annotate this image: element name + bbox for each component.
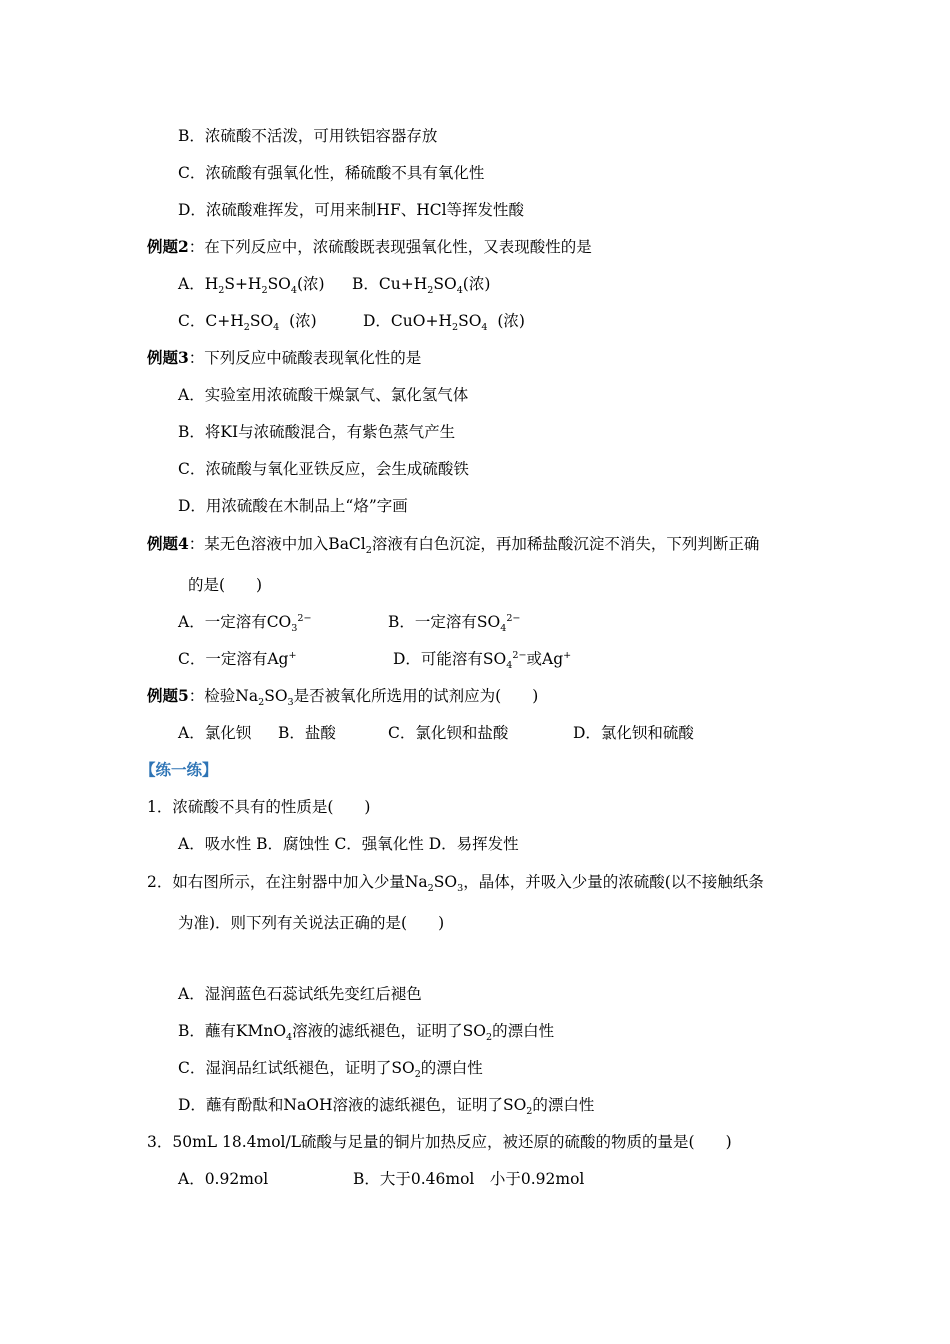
practice-title: 【练一练】 bbox=[140, 760, 218, 779]
practice-3-option-b: B．大于0.46mol 小于0.92mol bbox=[353, 1170, 585, 1188]
practice-2-option-a: A．湿润蓝色石蕊试纸先变红后褪色 bbox=[178, 985, 422, 1003]
example-2-option-b: B．$Cu+H_2SO_4$(浓) bbox=[352, 275, 491, 297]
q1-option-d: D．浓硫酸难挥发，可用来制HF、HCl等挥发性酸 bbox=[178, 201, 525, 219]
example-4-stem: 例题4：某无色溶液中加入BaCl$_2$溶液有白色沉淀，再加稀盐酸沉淀不消失，下列判断正确 bbox=[147, 534, 760, 557]
example-2-text: ：在下列反应中，浓硫酸既表现强氧化性，又表现酸性的是 bbox=[188, 238, 592, 256]
practice-1-stem: 1．浓硫酸不具有的性质是( ) bbox=[147, 798, 371, 816]
example-5-option-b: B．盐酸 bbox=[278, 724, 336, 742]
example-4-label: 例题4 bbox=[147, 534, 189, 553]
q1-option-c: C．浓硫酸有强氧化性，稀硫酸不具有氧化性 bbox=[178, 164, 485, 182]
example-2-label: 例题2 bbox=[147, 237, 189, 256]
example-3-option-a: A．实验室用浓硫酸干燥氯气、氯化氢气体 bbox=[178, 386, 469, 404]
practice-1-options: A．吸水性 B．腐蚀性 C．强氧化性 D．易挥发性 bbox=[178, 835, 519, 853]
example-4-option-c: C．一定溶有Ag+ bbox=[178, 649, 297, 668]
example-2-option-c: C．$C+H_2SO_4$ (浓) bbox=[178, 312, 317, 334]
example-2-stem bbox=[147, 237, 592, 257]
example-5-option-a: A．氯化钡 bbox=[178, 724, 252, 742]
example-4-option-b: B．一定溶有$SO_4^{2-}$ bbox=[388, 612, 521, 635]
practice-2-stem: 2．如右图所示，在注射器中加入少量$Na_2SO_3$，晶体，并吸入少量的浓硫酸(以不接触纸条 bbox=[147, 873, 764, 895]
example-5-stem: 例题5：检验$Na_2SO_3$是否被氧化所选用的试剂应为( ) bbox=[147, 686, 539, 709]
practice-2-option-b: B．蘸有KMnO$_4$溶液的滤纸褪色，证明了$SO_2$的漂白性 bbox=[178, 1022, 555, 1044]
example-3-option-d: D．用浓硫酸在木制品上“烙”字画 bbox=[178, 497, 408, 515]
practice-2-option-d: D．蘸有酚酞和NaOH溶液的滤纸褪色，证明了$SO_2$的漂白性 bbox=[178, 1096, 595, 1118]
example-3-text: ：下列反应中硫酸表现氧化性的是 bbox=[188, 349, 422, 367]
example-3-stem bbox=[147, 348, 421, 368]
example-2-option-a: A．$H_2S+H_2SO_4$(浓) bbox=[178, 275, 325, 297]
example-5-label: 例题5 bbox=[147, 686, 189, 705]
practice-2-stem-continued: 为准)．则下列有关说法正确的是( ) bbox=[178, 914, 445, 932]
practice-3-stem: 3．50mL 18.4mol/L硫酸与足量的铜片加热反应，被还原的硫酸的物质的量是( ) bbox=[147, 1133, 732, 1151]
example-4-option-a: A．一定溶有$CO_3^{2-}$ bbox=[178, 612, 312, 635]
example-4-stem-continued: 的是( ) bbox=[188, 576, 263, 594]
practice-2-option-c: C．湿润品红试纸褪色，证明了$SO_2$的漂白性 bbox=[178, 1059, 483, 1081]
example-2-option-d: D．$CuO+H_2SO_4$ (浓) bbox=[363, 312, 525, 334]
example-4-option-d: D．可能溶有$SO_4^{2-}$或Ag+ bbox=[393, 649, 572, 672]
example-5-option-c: C．氯化钡和盐酸 bbox=[388, 724, 509, 742]
practice-3-option-a: A．0.92mol bbox=[178, 1170, 269, 1188]
q1-option-b: B．浓硫酸不活泼，可用铁铝容器存放 bbox=[178, 127, 438, 145]
example-3-option-c: C．浓硫酸与氧化亚铁反应，会生成硫酸铁 bbox=[178, 460, 469, 478]
example-3-label: 例题3 bbox=[147, 348, 189, 367]
example-3-option-b: B．将KI与浓硫酸混合，有紫色蒸气产生 bbox=[178, 423, 456, 441]
example-5-option-d: D．氯化钡和硫酸 bbox=[573, 724, 694, 742]
